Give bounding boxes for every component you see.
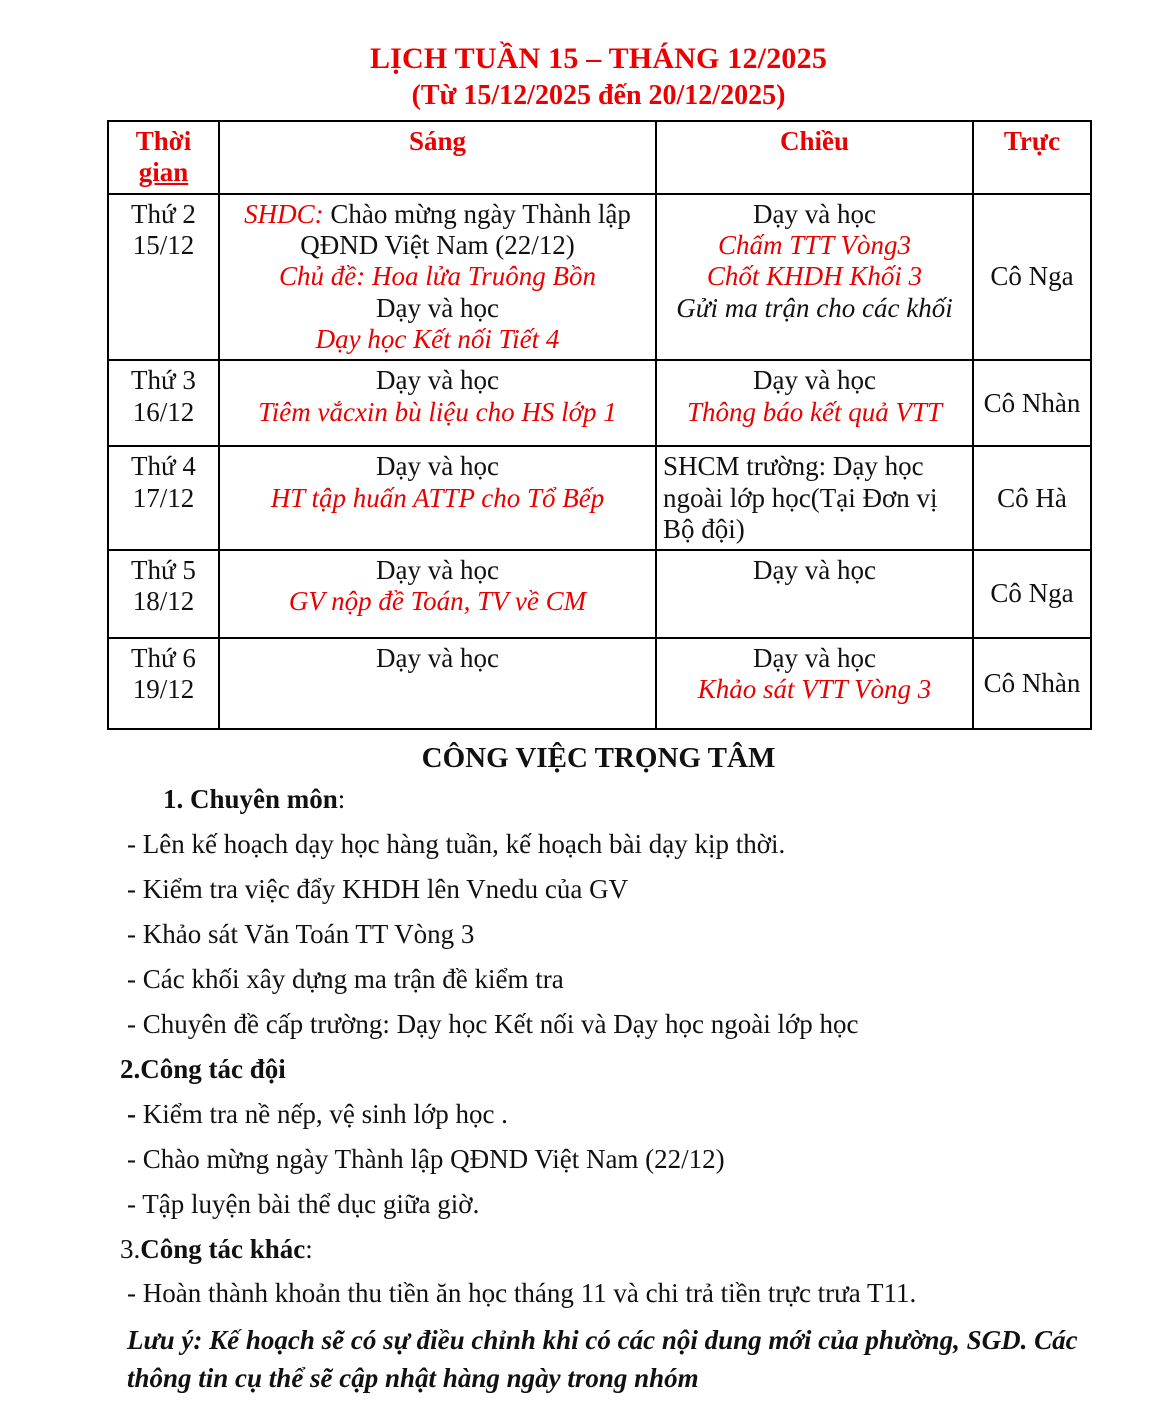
cell-paragraph [663, 397, 966, 428]
text-segment: - Kiểm tra việc đẩy KHDH lên Vnedu của GV [127, 874, 629, 904]
text-segment: - [127, 1098, 143, 1129]
text-segment: Dạy học Kết nối Tiết 4 [315, 323, 560, 354]
day-line: Thứ 6 [131, 643, 196, 674]
cell-paragraph [663, 555, 966, 586]
day-line: 19/12 [132, 674, 195, 705]
schedule-header [108, 121, 1091, 194]
cell-paragraph [226, 451, 649, 482]
text-segment: - Tập luyện bài thể dục giữa giờ. [127, 1188, 480, 1219]
task-item [107, 1143, 1090, 1176]
cell-day [108, 550, 219, 638]
text-segment: : [305, 1233, 313, 1264]
cell-paragraph [663, 674, 966, 705]
text-segment: Chốt KHDH Khối 3 [706, 261, 923, 292]
day-line: Thứ 3 [131, 365, 196, 396]
text-segment: SHCM trường: Dạy học ngoài lớp học(Tại Đơn vị Bộ đội) [663, 451, 938, 544]
text-segment: Dạy và học [753, 365, 876, 396]
schedule-header-row [108, 121, 1091, 194]
cell-duty: Cô Nhàn [973, 638, 1091, 729]
cell-morning [219, 360, 656, 446]
task-item [107, 1098, 1090, 1131]
text-segment: Dạy và học [376, 555, 499, 586]
text-segment: HT tập huấn ATTP cho Tổ Bếp [270, 482, 605, 513]
day-line: 17/12 [132, 482, 195, 513]
cell-day [108, 360, 219, 446]
schedule-row [108, 360, 1091, 446]
text-segment: Công tác khác [140, 1233, 306, 1264]
schedule-row [108, 638, 1091, 729]
header-label: Trực [1003, 126, 1061, 156]
task-item [107, 828, 1090, 861]
cell-paragraph [663, 293, 966, 324]
schedule-row [108, 446, 1091, 550]
text-segment: Khảo sát VTT Vòng 3 [697, 674, 932, 705]
cell-duty: Cô Nhàn [973, 360, 1091, 446]
task-heading [107, 783, 1090, 816]
cell-day [108, 446, 219, 550]
day-line: 16/12 [132, 396, 195, 427]
cell-morning [219, 446, 656, 550]
cell-afternoon [656, 360, 973, 446]
task-item [107, 1008, 1090, 1041]
note-paragraph: Lưu ý: Kế hoạch sẽ có sự điều chỉnh khi có các nội dung mới của phường, SGD. Các thông tin cụ thể sẽ cập nhật hàng ngày trong nhóm [127, 1325, 1078, 1393]
cell-paragraph [226, 261, 649, 292]
task-item [107, 873, 1090, 906]
cell-afternoon [656, 638, 973, 729]
schedule-row [108, 550, 1091, 638]
cell-paragraph [226, 324, 649, 355]
task-heading [107, 1233, 1090, 1266]
cell-afternoon [656, 194, 973, 361]
text-segment: Chấm TTT Vòng3 [717, 229, 912, 260]
cell-paragraph [663, 261, 966, 292]
tasks-list [107, 783, 1090, 1310]
cell-day [108, 638, 219, 729]
text-segment: Dạy và học [753, 198, 876, 229]
cell-day [108, 194, 219, 361]
text-segment: - Chuyên đề cấp trường: Dạy học Kết nối và Dạy học ngoài lớp học [127, 1008, 859, 1039]
cell-paragraph [226, 199, 649, 262]
day-line: Thứ 4 [131, 451, 196, 482]
header-label: Sáng [408, 126, 467, 156]
text-segment: - Lên kế hoạch dạy học hàng tuần, kế hoạch bài dạy kịp thời. [127, 829, 786, 860]
day-line: Thứ 2 [131, 198, 196, 229]
text-segment: Dạy và học [376, 643, 499, 674]
day-line: 18/12 [132, 586, 195, 617]
day-line: 15/12 [132, 229, 195, 260]
text-segment: Dạy và học [753, 643, 876, 674]
document-title: LỊCH TUẦN 15 – THÁNG 12/2025 [369, 42, 828, 75]
header-label: gian [138, 157, 189, 188]
weekly-schedule-table [107, 120, 1092, 730]
cell-paragraph [663, 451, 966, 545]
cell-paragraph [226, 365, 649, 396]
cell-paragraph [663, 365, 966, 396]
text-segment: - Khảo sát Văn Toán TT Vòng 3 [127, 918, 475, 949]
cell-duty: Cô Nga [973, 550, 1091, 638]
cell-duty: Cô Hà [973, 446, 1091, 550]
text-segment: Gửi ma trận cho các khối [676, 292, 953, 323]
text-segment: Dạy và học [376, 451, 499, 482]
cell-paragraph [663, 199, 966, 230]
cell-paragraph [226, 555, 649, 586]
column-header-time [108, 121, 219, 194]
text-segment: 2.Công tác đội [120, 1053, 286, 1084]
column-header-afternoon [656, 121, 973, 194]
cell-paragraph [226, 483, 649, 514]
text-segment: Chủ đề: Hoa lửa Truông Bồn [279, 261, 596, 292]
schedule-row [108, 194, 1091, 361]
text-segment: Dạy và học [753, 555, 876, 586]
text-segment: Thông báo kết quả VTT [686, 396, 942, 427]
text-segment: SHDC: [244, 198, 324, 229]
document-content [107, 0, 1090, 1397]
header-label: Chiều [779, 126, 850, 156]
text-segment: - Hoàn thành khoản thu tiền ăn học tháng 11 và chi trả tiền trực trưa T11. [127, 1278, 917, 1309]
cell-paragraph [226, 293, 649, 324]
column-header-morning [219, 121, 656, 194]
cell-morning [219, 638, 656, 729]
header-label: Thời [135, 126, 192, 156]
text-segment: Dạy và học [376, 292, 499, 323]
cell-paragraph [226, 397, 649, 428]
column-header-duty [973, 121, 1091, 194]
task-item [107, 1188, 1090, 1221]
text-segment: Tiêm vắcxin bù liệu cho HS lớp 1 [258, 396, 617, 427]
section-title: CÔNG VIỆC TRỌNG TÂM [421, 742, 776, 775]
task-item [107, 963, 1090, 996]
text-segment: : [337, 784, 346, 815]
text-segment: - Các khối xây dựng ma trận đề kiểm tra [127, 963, 564, 994]
cell-afternoon [656, 550, 973, 638]
cell-morning [219, 550, 656, 638]
task-item [107, 918, 1090, 951]
task-item [107, 1277, 1090, 1310]
document-subtitle: (Từ 15/12/2025 đến 20/12/2025) [411, 80, 786, 111]
text-segment: Dạy và học [376, 365, 499, 396]
cell-paragraph [226, 643, 649, 674]
text-segment: 3. [120, 1233, 141, 1264]
text-segment: Kiểm tra nề nếp, vệ sinh lớp học . [142, 1098, 508, 1129]
task-heading [107, 1053, 1090, 1086]
cell-duty: Cô Nga [973, 194, 1091, 361]
cell-paragraph [663, 230, 966, 261]
text-segment: Chào mừng ngày Thành lập QĐND Việt Nam (22/12) [300, 198, 631, 260]
cell-morning [219, 194, 656, 361]
schedule-body [108, 194, 1091, 730]
cell-paragraph [663, 643, 966, 674]
text-segment: - Chào mừng ngày Thành lập QĐND Việt Nam (22/12) [127, 1143, 725, 1174]
cell-afternoon [656, 446, 973, 550]
cell-paragraph [226, 586, 649, 617]
text-segment: 1. Chuyên môn [163, 784, 338, 815]
text-segment: GV nộp đề Toán, TV về CM [288, 586, 587, 617]
day-line: Thứ 5 [131, 555, 196, 586]
